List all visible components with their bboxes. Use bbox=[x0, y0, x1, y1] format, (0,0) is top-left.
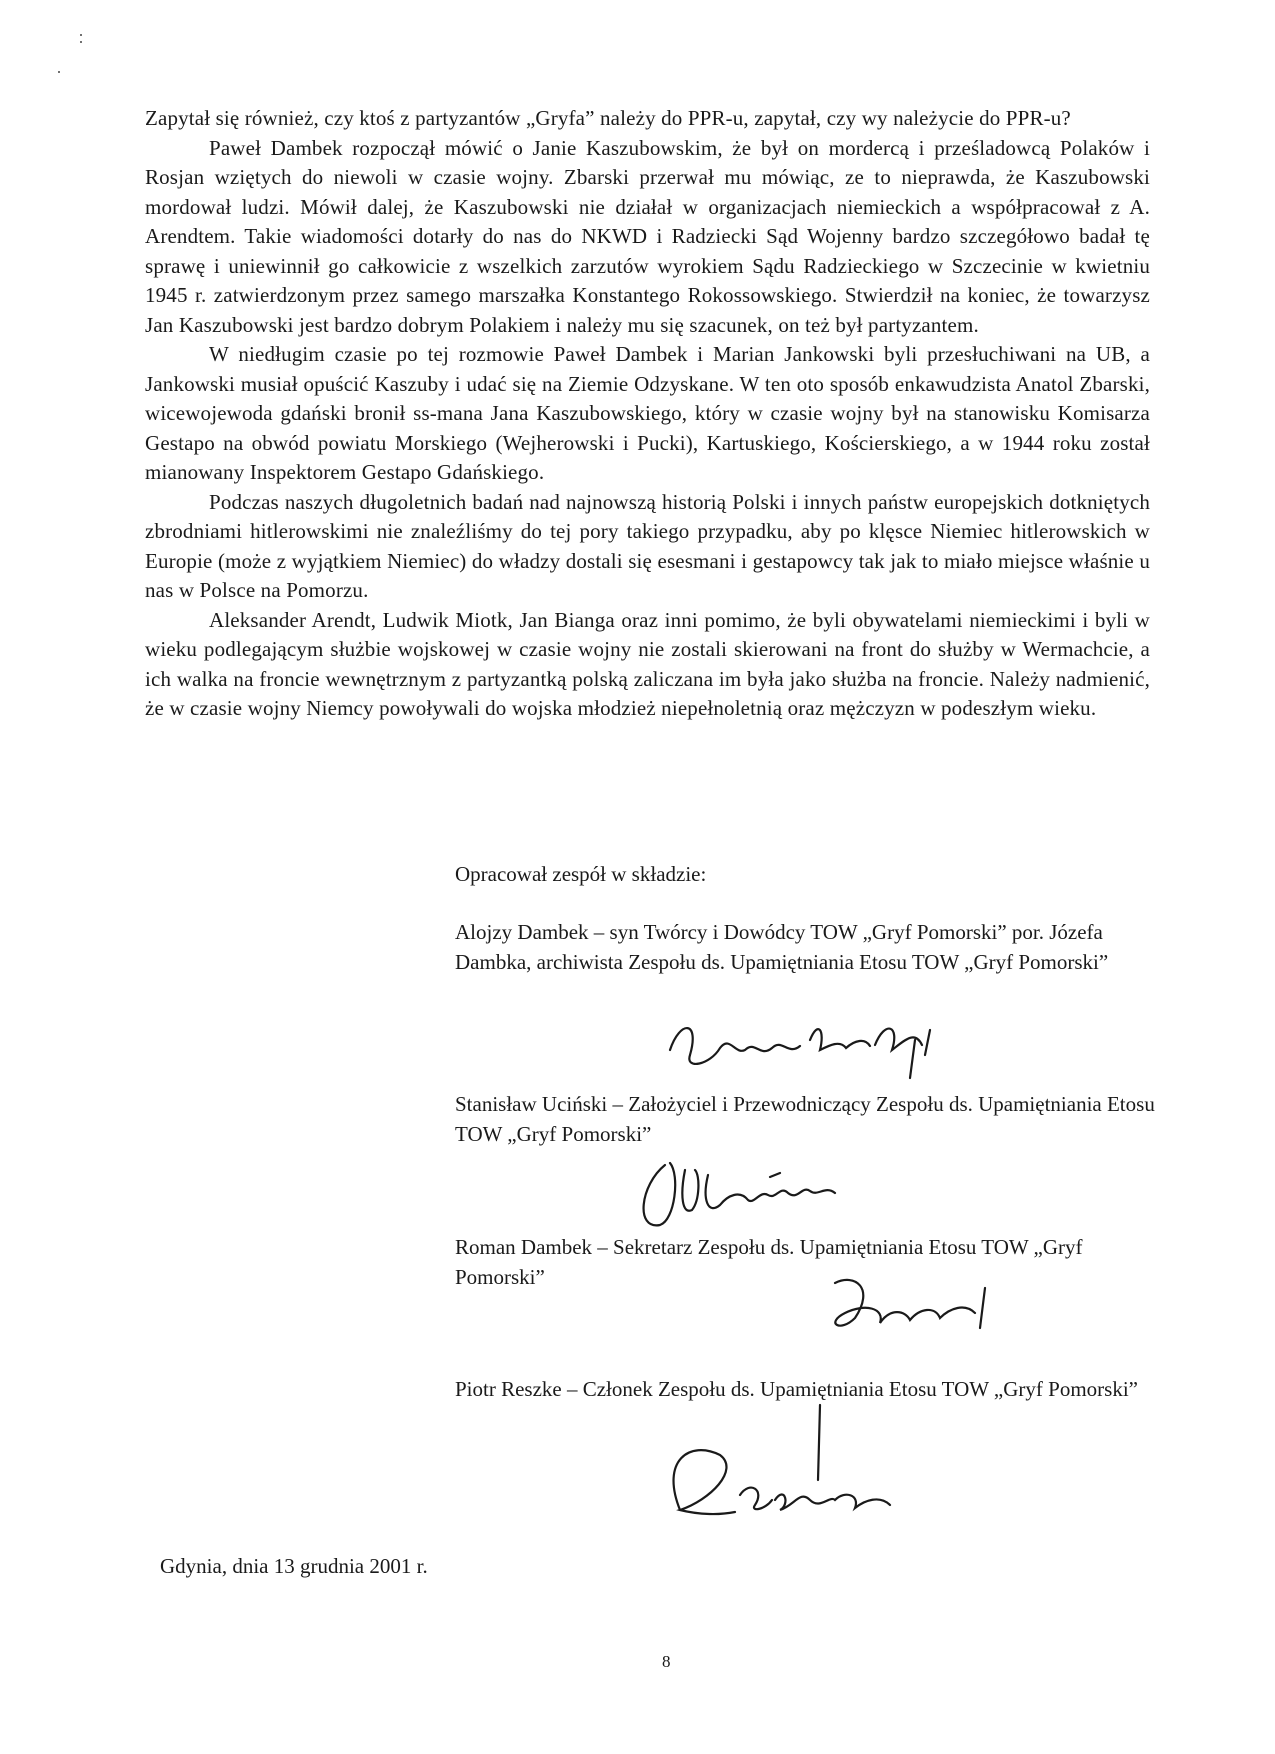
paragraph: Aleksander Arendt, Ludwik Miotk, Jan Bianga oraz inni pomimo, że byli obywatelami niemieckimi i byli w wieku podlegającym służbie wojskowej w czasie wojny nie zostali skierowani na front do służby w Wermachcie, a ich walka na froncie wewnętrznym z partyzantką polską zaliczana im była jako służba na froncie. Należy nadmienić, że w czasie wojny Niemcy powoływali do wojska młodzież niepełnoletnią oraz mężczyzn w podeszłym wieku. bbox=[145, 607, 1150, 720]
team-member: Roman Dambek – Sekretarz Zespołu ds. Upamiętniania Etosu TOW „Gryf Pomorski” bbox=[455, 1235, 1083, 1289]
paragraph: W niedługim czasie po tej rozmowie Paweł Dambek i Marian Jankowski byli przesłuchiwani na UB, a Jankowski musiał opuścić Kaszuby i udać się na Ziemie Odzyskane. W ten oto sposób enkawudzista Anatol Zbarski, wicewojewoda gdański bronił ss-mana Jana Kaszubowskiego, który w czasie wojny był na stanowisku Komisarza Gestapo na obwód powiatu Morskiego (Wejherowski i Pucki), Kartuskiego, Kościerskiego, a w 1944 roku został mianowany Inspektorem Gestapo Gdańskiego. bbox=[145, 342, 1150, 484]
team-member: Stanisław Uciński – Założyciel i Przewodniczący Zespołu ds. Upamiętniania Etosu TOW „Gryf Pomorski” bbox=[455, 1092, 1155, 1146]
scan-speck bbox=[80, 41, 82, 43]
paragraph: Podczas naszych długoletnich badań nad najnowszą historią Polski i innych państw europejskich dotkniętych zbrodniami hitlerowskimi nie znaleźliśmy do tej pory takiego przypadku, aby po klęsce Niemiec hitlerowskich w Europie (może z wyjątkiem Niemiec) do władzy dostali się esesmani i gestapowcy tak jak to miało miejsce właśnie u nas w Polsce na Pomorzu. bbox=[145, 489, 1150, 602]
letter-body bbox=[145, 104, 1150, 724]
scan-speck bbox=[58, 71, 60, 73]
paragraph: Paweł Dambek rozpoczął mówić o Janie Kaszubowskim, że był on mordercą i prześladowcą Polaków i Rosjan wziętych do niewoli w czasie wojny. Zbarski przerwał mu mówiąc, ze to nieprawda, że Kaszubowski mordował ludzi. Mówił dalej, że Kaszubowski nie działał w organizacjach niemieckich a współpracował z A. Arendtem. Takie wiadomości dotarły do nas do NKWD i Radziecki Sąd Wojenny bardzo szczegółowo badał tę sprawę i uniewinnił go całkowicie z wszelkich zarzutów wyrokiem Sądu Radzieckiego w Szczecinie w kwietniu 1945 r. zatwierdzonym przez samego marszałka Konstantego Rokossowskiego. Stwierdził na koniec, że towarzysz Jan Kaszubowski jest bardzo dobrym Polakiem i należy mu się szacunek, on też był partyzantem. bbox=[145, 135, 1150, 337]
signature-roman-dambek bbox=[815, 1268, 1015, 1338]
team-member: Piotr Reszke – Członek Zespołu ds. Upamiętniania Etosu TOW „Gryf Pomorski” bbox=[455, 1377, 1138, 1401]
signature-stanislaw-ucinski bbox=[630, 1155, 870, 1235]
page-number: 8 bbox=[662, 1652, 671, 1671]
place-and-date: Gdynia, dnia 13 grudnia 2001 r. bbox=[160, 1554, 428, 1578]
signature-piotr-reszke bbox=[640, 1400, 910, 1530]
team-signoff: Opracował zespół w składzie: bbox=[455, 862, 707, 886]
signature-alojzy-dambek bbox=[660, 1010, 950, 1080]
scan-speck bbox=[80, 34, 82, 36]
team-member: Alojzy Dambek – syn Twórcy i Dowódcy TOW „Gryf Pomorski” por. Józefa Dambka, archiwista Zespołu ds. Upamiętniania Etosu TOW „Gryf Pomorski” bbox=[455, 920, 1109, 974]
paragraph: Zapytał się również, czy ktoś z partyzantów „Gryfa” należy do PPR-u, zapytał, czy wy należycie do PPR-u? bbox=[145, 106, 1071, 130]
